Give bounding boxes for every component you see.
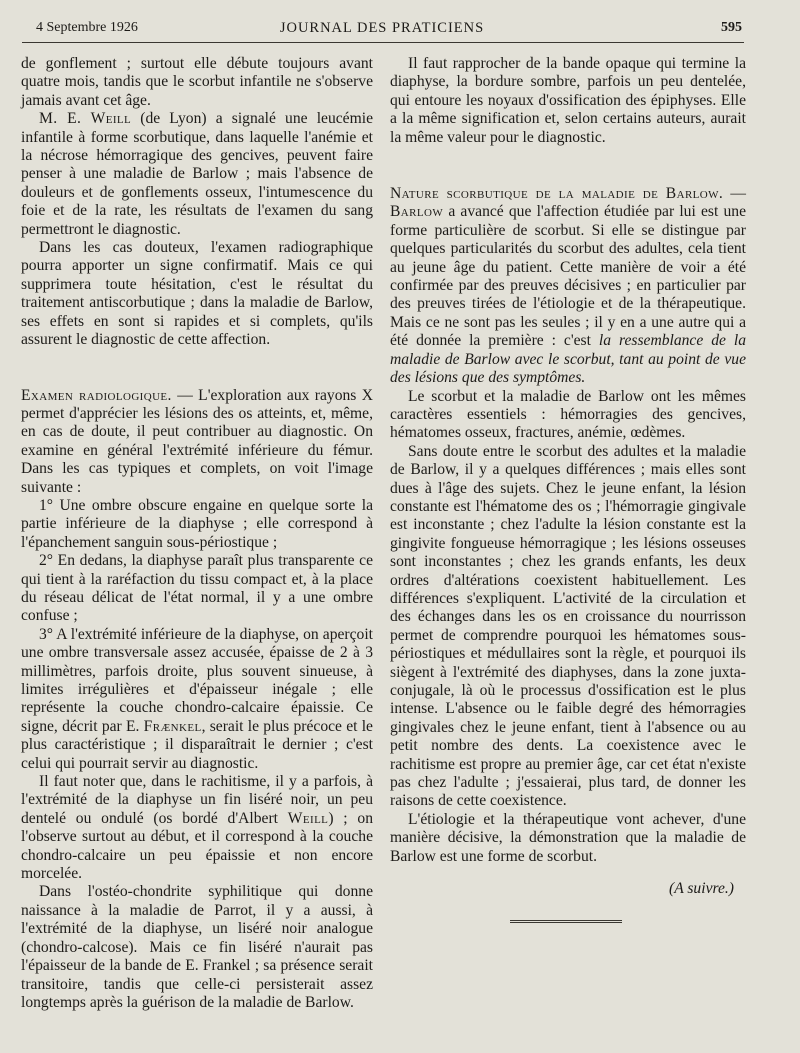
paragraph xyxy=(21,110,373,239)
paragraph-text: 3° A l'extrémité inférieure de la diaphyse, on aperçoit une ombre transversale assez accusée, épaisse de 2 à 3 millimètres, parfois droite, plus souvent sinueuse, à limites irrégulières et d'épaisseur inégale ; elle représente la couche chondro-calcaire épaissie. Ce signe, décrit par E. xyxy=(21,625,373,735)
section-gap xyxy=(21,350,373,387)
section-paragraph xyxy=(390,185,746,387)
right-column xyxy=(390,55,746,925)
paragraph xyxy=(21,773,373,883)
page-header xyxy=(22,20,742,42)
page-number: 595 xyxy=(721,20,742,35)
author-name: Frænkel xyxy=(143,717,202,735)
list-item: 2° En dedans, la diaphyse paraît plus transparente ce qui tient à la raréfaction du tissu compact et, à la place du réseau délicat de l'état normal, il y a une ombre confuse ; xyxy=(21,552,373,625)
section-paragraph xyxy=(21,387,373,497)
paragraph-text: Il faut noter que, dans le rachitisme, il y a parfois, à l'extrémité de la diaphyse un fin liséré noir, un peu dentelé ou ondulé (os bordé d'Albert xyxy=(21,773,373,827)
list-item xyxy=(21,626,373,773)
issue-date: 4 Septembre 1926 xyxy=(36,20,138,35)
paragraph: de gonflement ; surtout elle débute toujours avant quatre mois, tandis que le scorbut infantile ne s'observe jamais avant cet âge. xyxy=(21,55,373,109)
continued-note: (A suivre.) xyxy=(669,880,734,898)
paragraph-text: , serait le plus précoce et le plus caractéristique ; il disparaîtrait le dernier ; c'est celui qui pourrait servir au diagnostic. xyxy=(21,717,373,772)
author-name: M. E. Weill xyxy=(39,110,132,128)
paragraph: Le scorbut et la maladie de Barlow ont les mêmes caractères essentiels : hémorragies des gencives, hématomes osseux, fractures, anémie, œdèmes. xyxy=(390,387,746,442)
paragraph: Dans l'ostéo-chondrite syphilitique qui donne naissance à la maladie de Parrot, il y a aussi, à l'extrémité de la diaphyse, un liséré noir analogue (chondro-calcose). Mais ce fin liséré n'aurait pas l'épaisseur de la bande de E. Frankel ; sa présence serait transitoire, tandis que celle-ci persisterait assez longtemps après la guérison de la maladie de Barlow. xyxy=(21,883,373,1011)
paragraph-text: ) ; on l'observe surtout au début, et il correspond à la couche chondro-calcaire un peu épaissie et non encore morcelée. xyxy=(21,809,373,883)
italic-quote: la ressemblance de la maladie de Barlow avec le scorbut, tant au point de vue des lésions que des symptômes. xyxy=(390,332,746,387)
section-heading: Examen radiologique. xyxy=(21,386,172,404)
author-name: Barlow xyxy=(390,203,444,221)
section-heading: Nature scorbutique de la maladie de Barlow. xyxy=(390,185,724,203)
paragraph: Dans les cas douteux, l'examen radiographique pourra apporter un signe confirmatif. Mais ce qui supprimera toute hésitation, c'est le résultat du traitement antiscorbutique ; dans la maladie de Barlow, ses effets en sont si rapides et si complets, qu'ils assurent le diagnostic de cette affection. xyxy=(21,239,373,349)
journal-title: JOURNAL DES PRATICIENS xyxy=(279,20,485,36)
paragraph-text: a avancé que l'affection étudiée par lui est une forme particulière de scorbut. Si elle se distingue par quelques particularités du scorbut des adultes, cela tient au jeune âge du patient. Cette manière de voir a été confirmée par des preuves décisives ; en particulier par des preuves tirées de l'étiologie et de la thérapeutique. Mais ce ne sont pas les seules ; il y en a une autre qui a été donnée la première : c'est xyxy=(390,203,746,350)
paragraph-text: — L'exploration aux rayons X permet d'apprécier les lésions des os atteints, et, même, en cas de doute, il peut contribuer au diagnostic. On examine en général l'extrémité inférieure du fémur. Dans les cas typiques et complets, on voit l'image suivante : xyxy=(21,386,373,496)
dash: — xyxy=(723,185,746,203)
paragraph-text: (de Lyon) a signalé une leucémie infantile à forme scorbutique, dans laquelle l'anémie et la nécrose hémorragique des gencives, peuvent faire penser à une maladie de Barlow ; mais l'absence de douleurs et de gonflements osseux, l'intumescence du foie et de la rate, les résultats de l'examen du sang permettront le diagnostic. xyxy=(21,110,373,238)
end-rule xyxy=(510,920,622,925)
paragraph: L'étiologie et la thérapeutique vont achever, d'une manière décisive, la démonstration que la maladie de Barlow est une forme de scorbut. xyxy=(390,810,746,865)
section-gap xyxy=(390,147,746,185)
author-name: Weill xyxy=(287,809,329,827)
list-item: 1° Une ombre obscure engaine en quelque sorte la partie inférieure de la diaphyse ; elle correspond à l'épanchement sanguin sous-périostique ; xyxy=(21,496,373,551)
paragraph: Sans doute entre le scorbut des adultes et la maladie de Barlow, il y a quelques différences ; mais elles sont dues à l'âge des sujets. Chez le jeune enfant, la lésion constante est l'hématome des os ; l'hémorragie gingivale est inconstante ; chez l'adulte la lésion constante est la gingivite fongueuse hémorragique ; les lésions osseuses sont inconstantes ; chez les grands enfants, les deux ordres d'altérations coexistent habituellement. Les différences s'expliquent. L'activité de la circulation et des échanges dans les os en croissance du nourrisson permet de comprendre pourquoi les hématomes sous-périostiques et médullaires sont la règle, et pourquoi ils siègent à l'extrémité des diaphyses, dans la zone juxta-conjugale, là où le processus d'ossification est le plus intense. L'absence ou le faible degré des hémorragies gingivales chez le jeune enfant, tient à l'absence ou au petit nombre des dents. La coexistence avec le rachitisme est propre au premier âge, car cet état n'existe pas chez l'adulte ; j'essaierai, plus tard, de donner les raisons de cette coexistence. xyxy=(390,442,746,810)
left-column xyxy=(21,55,373,1012)
paragraph: Il faut rapprocher de la bande opaque qui termine la diaphyse, la bordure sombre, parfois un peu dentelée, qui entoure les noyaux d'ossification des épiphyses. Elle a la même signification et, selon certains auteurs, aurait la même valeur pour le diagnostic. xyxy=(390,55,746,146)
header-rule xyxy=(22,42,744,43)
